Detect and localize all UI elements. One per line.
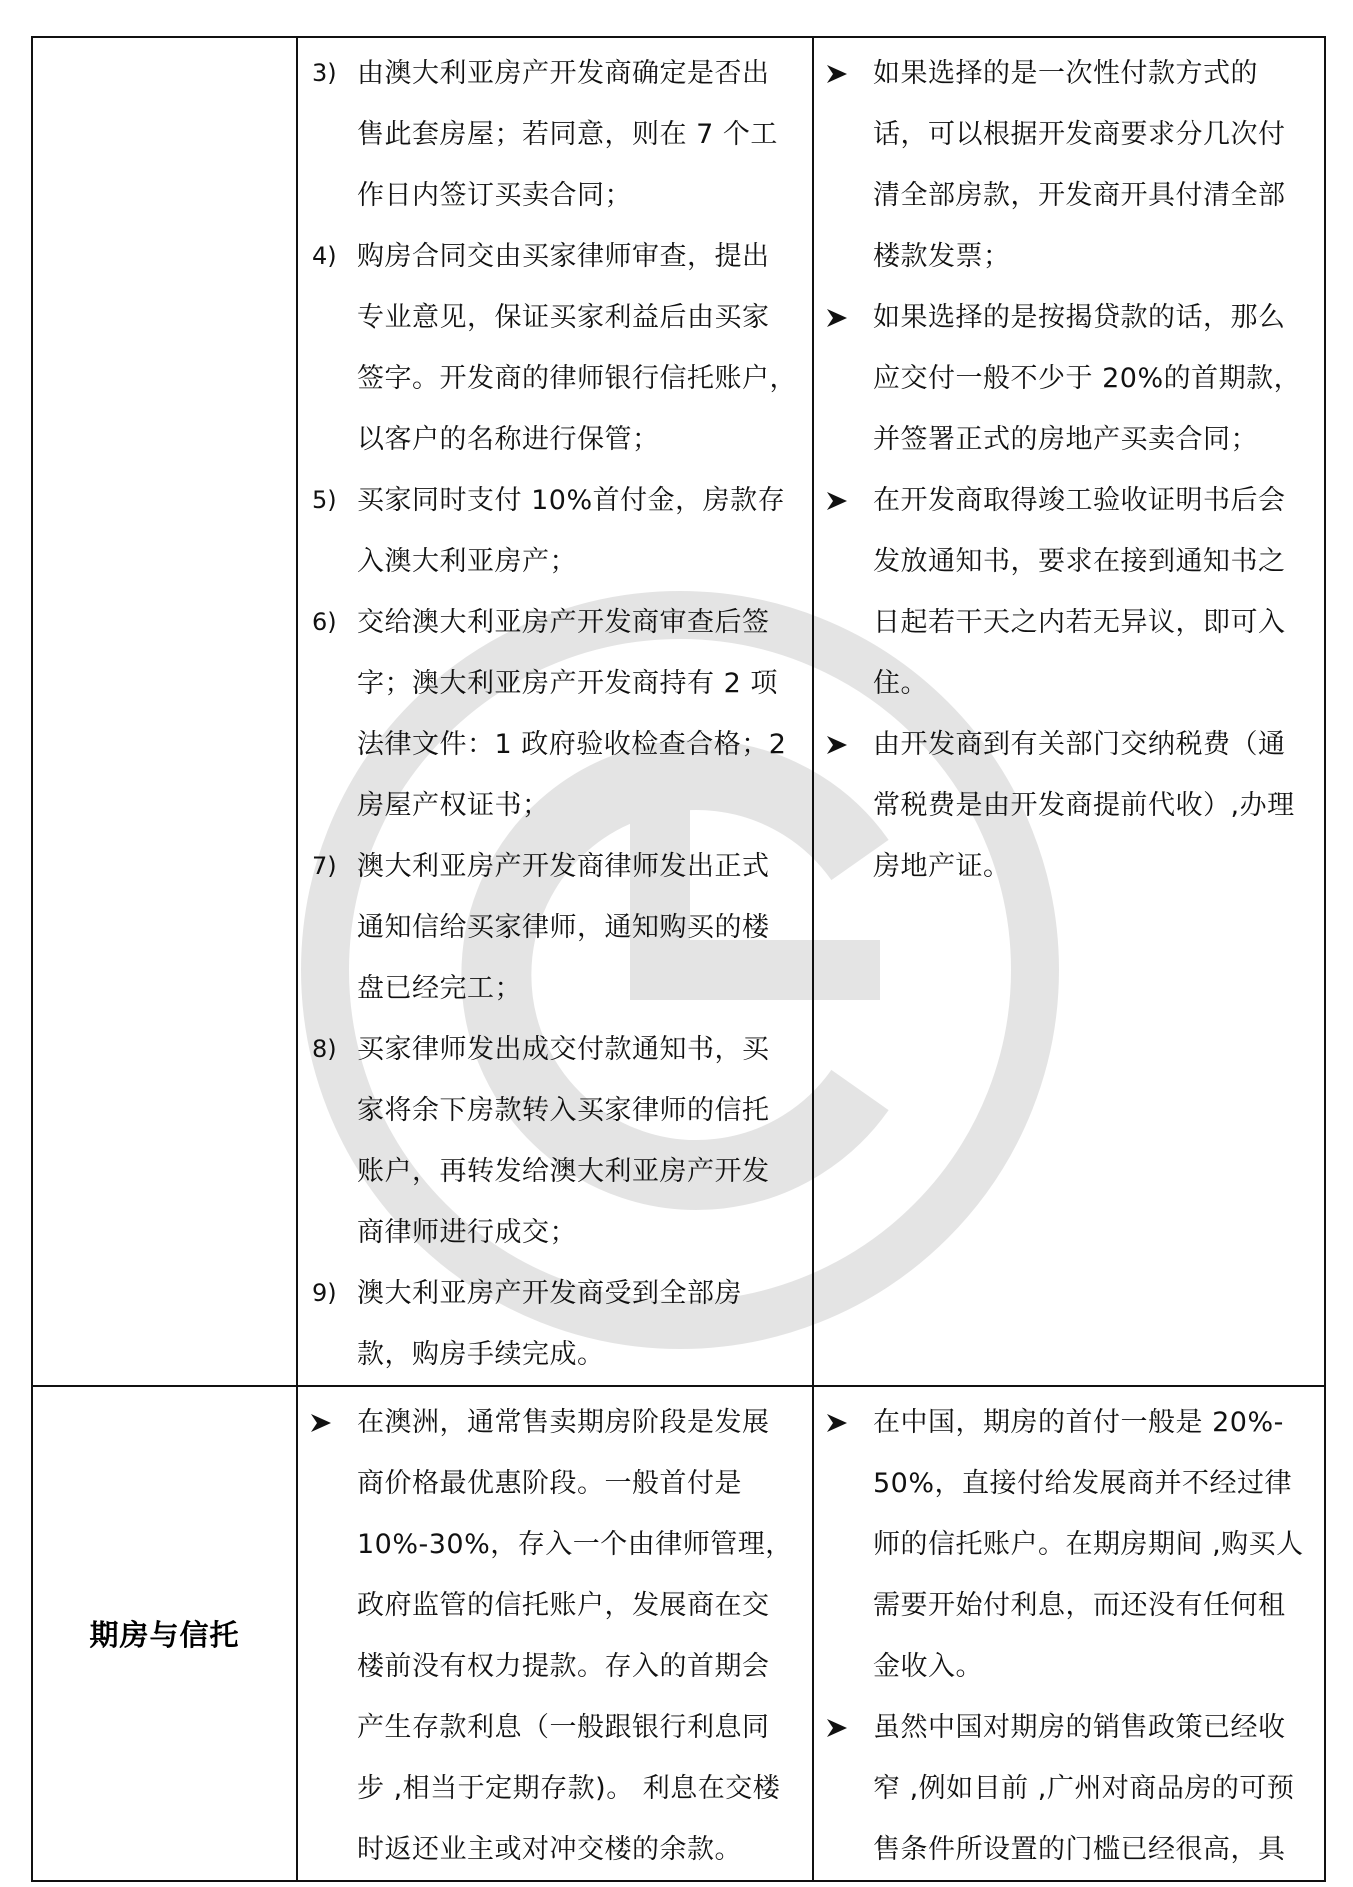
bullet-item — [814, 43, 1314, 287]
text-line: 法律文件：1 政府验收检查合格；2 — [357, 729, 787, 760]
item-text — [873, 287, 1314, 470]
bullet-list — [298, 1387, 812, 1880]
payment-notes-cell — [813, 37, 1325, 1386]
step-number: 3) — [312, 59, 337, 87]
arrow-bullet-icon — [814, 470, 873, 510]
bullet-list — [814, 1387, 1324, 1880]
bullet-item — [814, 714, 1314, 897]
text-line: 师的信托账户。在期房期间 ,购买人 — [873, 1529, 1304, 1560]
text-line: 以客户的名称进行保管； — [357, 424, 660, 455]
text-line: 如果选择的是按揭贷款的话，那么 — [873, 302, 1286, 333]
text-line: 通知信给买家律师，通知购买的楼 — [357, 912, 770, 943]
row-label-cell — [32, 1386, 297, 1881]
text-line: 在澳洲，通常售卖期房阶段是发展 — [357, 1407, 770, 1438]
bullet-item — [814, 1392, 1314, 1697]
text-line: 交给澳大利亚房产开发商审查后签 — [357, 607, 770, 638]
text-line: 时返还业主或对冲交楼的余款。 — [357, 1834, 742, 1865]
text-line: 在中国，期房的首付一般是 20%- — [873, 1407, 1284, 1438]
text-line: 清全部房款，开发商开具付清全部 — [873, 180, 1286, 211]
text-line: 楼前没有权力提款。存入的首期会 — [357, 1651, 770, 1682]
item-text — [357, 1263, 802, 1385]
item-text — [873, 1697, 1314, 1880]
text-line: 买家律师发出成交付款通知书，买 — [357, 1034, 770, 1065]
text-line: 作日内签订买卖合同； — [357, 180, 632, 211]
text-line: 售此套房屋；若同意，则在 7 个工 — [357, 119, 778, 150]
text-line: 话，可以根据开发商要求分几次付 — [873, 119, 1286, 150]
item-text — [357, 1019, 802, 1263]
text-line: 50%，直接付给发展商并不经过律 — [873, 1468, 1293, 1499]
china-offplan-cell — [813, 1386, 1325, 1881]
numbered-step-list — [298, 38, 812, 1385]
item-text — [357, 1392, 802, 1880]
text-line: 款，购房手续完成。 — [357, 1339, 605, 1370]
item-text — [357, 226, 805, 470]
step-number: 7) — [312, 852, 337, 880]
text-line: 澳大利亚房产开发商律师发出正式 — [357, 851, 770, 882]
text-line: 购房合同交由买家律师审查，提出 — [357, 241, 770, 272]
numbered-step — [298, 470, 802, 592]
text-line: 商价格最优惠阶段。一般首付是 — [357, 1468, 742, 1499]
bullet-item — [814, 287, 1314, 470]
text-line: 签字。开发商的律师银行信托账户， — [357, 363, 797, 394]
step-number: 5) — [312, 486, 337, 514]
numbered-step — [298, 226, 802, 470]
bullet-item — [814, 1697, 1314, 1880]
step-number: 8) — [312, 1035, 337, 1063]
arrow-bullet-icon — [814, 1697, 873, 1737]
numbered-step — [298, 836, 802, 1019]
text-line: 买家同时支付 10%首付金，房款存 — [357, 485, 786, 516]
text-line: 楼款发票； — [873, 241, 1011, 272]
step-number: 4) — [312, 242, 337, 270]
text-line: 10%-30%，存入一个由律师管理， — [357, 1529, 793, 1560]
step-number: 9) — [312, 1279, 337, 1307]
numbered-step — [298, 592, 802, 836]
text-line: 需要开始付利息，而还没有任何租 — [873, 1590, 1286, 1621]
text-line: 金收入。 — [873, 1651, 983, 1682]
text-line: 发放通知书，要求在接到通知书之 — [873, 546, 1286, 577]
text-line: 并签署正式的房地产买卖合同； — [873, 424, 1258, 455]
numbered-step — [298, 43, 802, 226]
text-line: 商律师进行成交； — [357, 1217, 577, 1248]
numbered-step — [298, 1263, 802, 1385]
item-text — [873, 1392, 1314, 1697]
comparison-table — [31, 36, 1326, 1882]
text-line: 房屋产权证书； — [357, 790, 550, 821]
arrow-bullet-icon — [814, 714, 873, 754]
bullet-item — [814, 470, 1314, 714]
text-line: 家将余下房款转入买家律师的信托 — [357, 1095, 770, 1126]
text-line: 虽然中国对期房的销售政策已经收 — [873, 1712, 1286, 1743]
text-line: 窄 ,例如目前 ,广州对商品房的可预 — [873, 1773, 1295, 1804]
text-line: 应交付一般不少于 20%的首期款， — [873, 363, 1302, 394]
item-text — [357, 592, 802, 836]
text-line: 字；澳大利亚房产开发商持有 2 项 — [357, 668, 778, 699]
text-line: 专业意见，保证买家利益后由买家 — [357, 302, 770, 333]
text-line: 由澳大利亚房产开发商确定是否出 — [357, 58, 770, 89]
arrow-bullet-icon — [814, 1392, 873, 1432]
australia-offplan-cell — [297, 1386, 813, 1881]
text-line: 盘已经完工； — [357, 973, 522, 1004]
row-label: 期房与信托 — [89, 1618, 240, 1652]
row-label-cell — [32, 37, 297, 1386]
table-row-purchase-process — [32, 37, 1325, 1386]
text-line: 政府监管的信托账户，发展商在交 — [357, 1590, 770, 1621]
step-number: 6) — [312, 608, 337, 636]
text-line: 如果选择的是一次性付款方式的 — [873, 58, 1258, 89]
text-line: 房地产证。 — [873, 851, 1011, 882]
text-line: 由开发商到有关部门交纳税费（通 — [873, 729, 1286, 760]
text-line: 在开发商取得竣工验收证明书后会 — [873, 485, 1286, 516]
item-text — [357, 836, 802, 1019]
text-line: 澳大利亚房产开发商受到全部房 — [357, 1278, 742, 1309]
table-row-offplan-trust — [32, 1386, 1325, 1881]
text-line: 产生存款利息（一般跟银行利息同 — [357, 1712, 770, 1743]
bullet-list — [814, 38, 1324, 897]
text-line: 日起若干天之内若无异议，即可入 — [873, 607, 1286, 638]
text-line: 售条件所设置的门槛已经很高，具 — [873, 1834, 1286, 1865]
bullet-item — [298, 1392, 802, 1880]
item-text — [873, 470, 1314, 714]
arrow-bullet-icon — [814, 43, 873, 83]
arrow-bullet-icon — [814, 287, 873, 327]
numbered-step — [298, 1019, 802, 1263]
item-text — [357, 470, 802, 592]
text-line: 步 ,相当于定期存款)。 利息在交楼 — [357, 1773, 781, 1804]
arrow-bullet-icon — [298, 1392, 357, 1432]
text-line: 住。 — [873, 668, 928, 699]
item-text — [873, 714, 1314, 897]
text-line: 入澳大利亚房产； — [357, 546, 577, 577]
australia-process-cell — [297, 37, 813, 1386]
item-text — [357, 43, 802, 226]
item-text — [873, 43, 1314, 287]
text-line: 账户，再转发给澳大利亚房产开发 — [357, 1156, 770, 1187]
text-line: 常税费是由开发商提前代收）,办理 — [873, 790, 1295, 821]
